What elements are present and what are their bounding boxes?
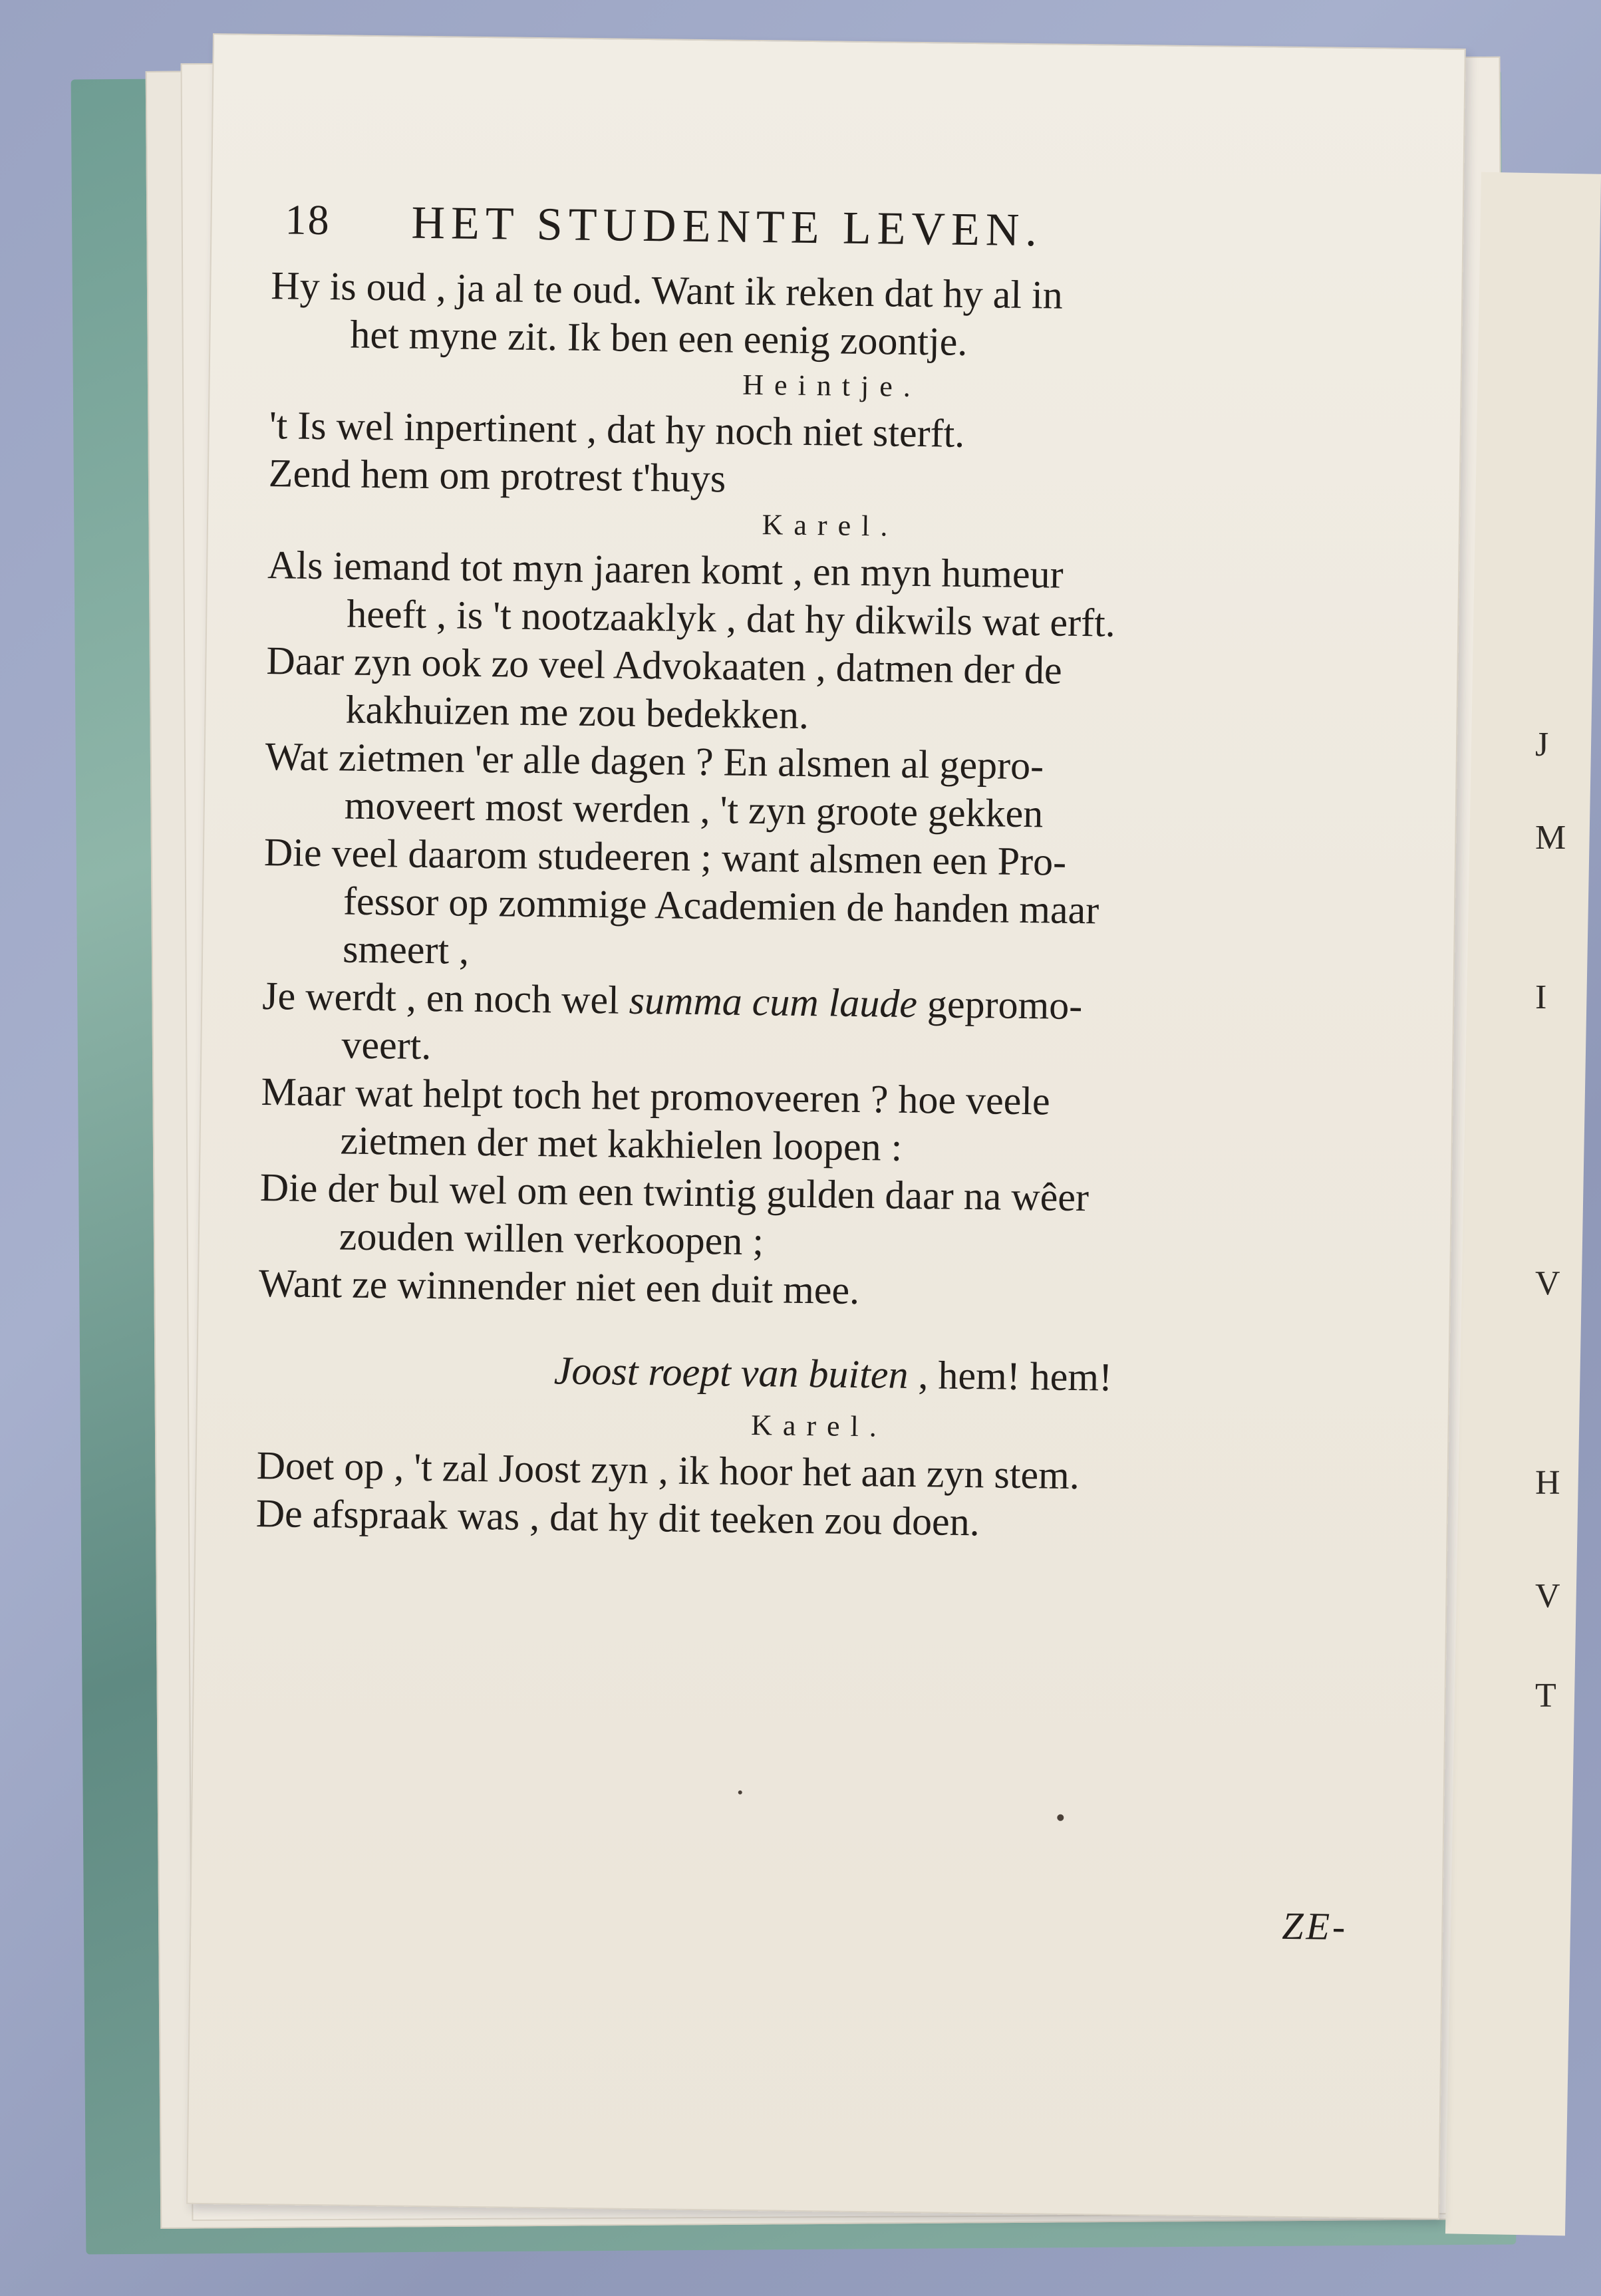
stage-direction-text: , hem! hem! [908, 1352, 1113, 1399]
verse-line: het myne zit. Ik ben een eenig zoontje. [350, 312, 968, 364]
facing-page-letter: T [1535, 1677, 1556, 1715]
speaker-name: Karel. [750, 1409, 888, 1443]
verse-text: gepromo- [917, 982, 1083, 1028]
verse-line: Want ze winnender niet een duit mee. [258, 1260, 860, 1313]
verse-line: 't Is wel inpertinent , dat hy noch niet sterft. [269, 403, 965, 456]
verse-line: Hy is oud , ja al te oud. Want ik reken dat hy al in [270, 263, 1064, 317]
verse-line: veert. [341, 1022, 432, 1068]
running-title: HET STUDENTE LEVEN. [411, 197, 1044, 257]
verse-text: Je werdt , en noch wel [261, 974, 630, 1022]
ink-speck [738, 1791, 742, 1794]
facing-page-letter: V [1535, 1264, 1560, 1302]
verse-line: De afspraak was , dat hy dit teeken zou doen. [255, 1491, 980, 1544]
verse-line: Als iemand tot myn jaaren komt , en myn humeur [267, 543, 1064, 597]
verse-line: Die der bul wel om een twintig gulden daar na wêer [259, 1165, 1090, 1220]
book-page [186, 33, 1466, 2220]
play-text [255, 261, 1348, 1550]
facing-page-letter: J [1535, 726, 1549, 764]
page-number: 18 [285, 196, 331, 244]
verse-line: smeert , [342, 927, 470, 972]
verse-line: heeft , is 't nootzaaklyk , dat hy dikwils wat erft. [346, 591, 1116, 645]
speaker-name: Heintje. [742, 368, 922, 404]
page-header [285, 195, 1323, 274]
latin-phrase: summa cum laude [629, 978, 918, 1026]
catchword: ZE- [1281, 1904, 1348, 1949]
speaker-name: Karel. [762, 508, 899, 543]
verse-line: fessor op zommige Academien de handen maar [343, 879, 1099, 933]
verse-line: Maar wat helpt toch het promoveeren ? hoe veele [261, 1070, 1051, 1123]
stage-direction-italic: Joost roept van buiten [553, 1348, 909, 1397]
facing-page-letter: I [1535, 978, 1547, 1016]
ink-speck [1057, 1814, 1064, 1821]
verse-line: Daar zyn ook zo veel Advokaaten , datmen der de [266, 639, 1063, 692]
stage-direction [257, 1343, 1336, 1404]
facing-page-letter: M [1535, 819, 1566, 857]
facing-page-letter: V [1535, 1577, 1560, 1615]
verse-line: zietmen der met kakhielen loopen : [340, 1118, 903, 1169]
verse-line: moveert most werden , 't zyn groote gekken [344, 783, 1044, 836]
verse-line: zouden willen verkoopen ; [339, 1214, 764, 1264]
verse-line: Doet op , 't zal Joost zyn , ik hoor het aan zyn stem. [256, 1443, 1080, 1498]
verse-line: kakhuizen me zou bedekken. [345, 687, 809, 738]
verse-line: Zend hem om protrest t'huys [268, 451, 726, 501]
verse-line: Die veel daarom studeeren ; want alsmen een Pro- [263, 830, 1067, 884]
facing-page-letter: H [1535, 1464, 1560, 1502]
verse-line: Wat zietmen 'er alle dagen ? En alsmen al gepro- [265, 734, 1044, 788]
